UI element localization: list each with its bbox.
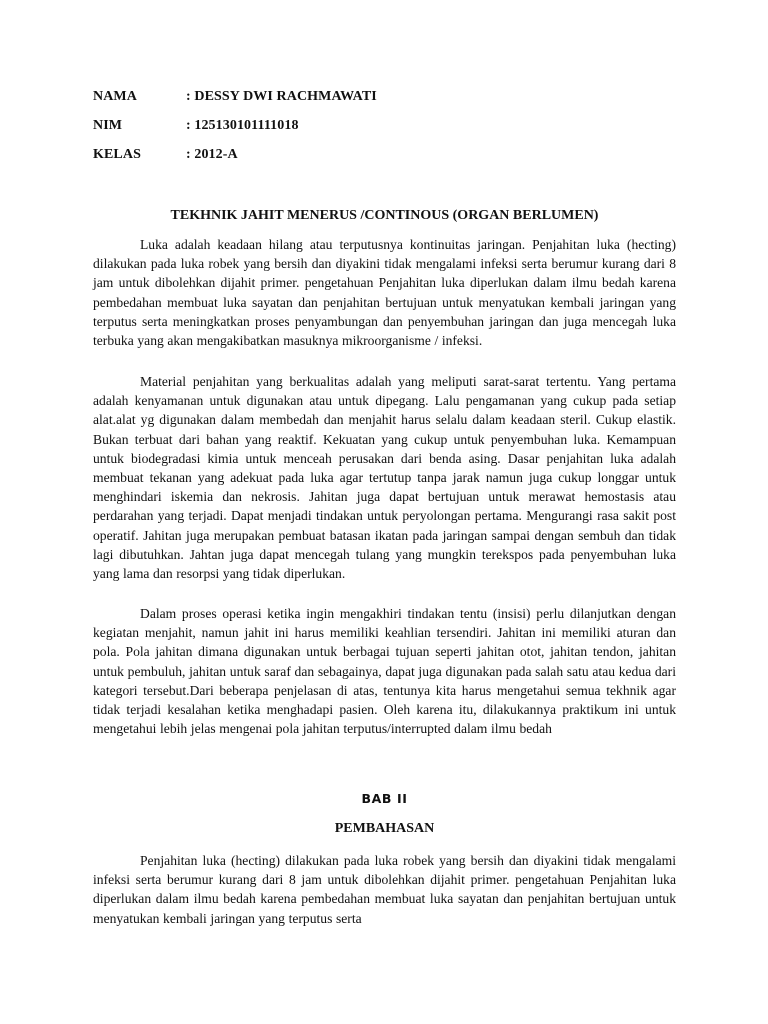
kelas-row [93, 146, 238, 164]
kelas-value: : 2012-A [186, 147, 238, 162]
paragraph-3: Dalam proses operasi ketika ingin mengakhiri tindakan tentu (insisi) perlu dilanjutkan dengan kegiatan menjahit, namun jahit ini harus memiliki keahlian tersendiri. Jahitan ini memiliki aturan dan pola. Pola jahitan dimana digunakan untuk berbagai tujuan seperti jahitan otot, jahitan tendon, jahitan untuk pembuluh, jahitan untuk saraf dan sebagainya, dapat juga digunakan pada salah satu atau kedua dari kategori tersebut.Dari beberapa penjelasan di atas, tentunya kita harus mengetahui semua tekhnik agar tidak terjadi kesalahan ketika menghadapi pasien. Oleh karena itu, dilakukannya praktikum ini untuk mengetahui lebih jelas mengenai pola jahitan terputus/interrupted dalam ilmu bedah [93, 606, 676, 737]
nim-value: : 125130101111018 [186, 118, 299, 133]
nama-label: NAMA [93, 89, 137, 104]
chapter-title: PEMBAHASAN [334, 821, 435, 836]
paragraph-1: Luka adalah keadaan hilang atau terputusnya kontinuitas jaringan. Penjahitan luka (hecting) dilakukan pada luka robek yang bersih dan diyakini tidak mengalami infeksi serta berumur kurang dari 8 jam untuk dibolehkan dijahit primer. pengetahuan Penjahitan luka diperlukan dalam ilmu bedah karena pembedahan membuat luka sayatan dan penjahitan bertujuan untuk menyatukan kembali jaringan yang terputus serta meningkatkan proses penyambungan dan penyembuhan jaringan dan juga mencegah luka terbuka yang akan mengakibatkan masuknya mikroorganisme / infeksi. [93, 237, 676, 349]
section-title: TEKHNIK JAHIT MENERUS /CONTINOUS (ORGAN BERLUMEN) [170, 208, 599, 223]
paragraph-2: Material penjahitan yang berkualitas adalah yang meliputi sarat-sarat tertentu. Yang pertama adalah kenyamanan untuk digunakan atau untuk dipegang. Lalu pengamanan yang cukup pada setiap alat.alat yg digunakan dalam membedah dan menjahit harus selalu dalam keadaan steril. Cukup elastik. Bukan terbuat dari bahan yang reaktif. Kekuatan yang cukup untuk penyembuhan luka. Kemampuan untuk biodegradasi kimia untuk menceah perusakan dari benda asing. Dasar penjahitan luka adalah membuat tekanan yang adekuat pada luka agar tertutup tanpa jarak namun juga cukup longgar untuk menghindari iskemia dan nekrosis. Jahitan juga dapat bertujuan untuk merawat hemostasis atau perdarahan yang terjadi. Dapat menjadi tindakan untuk peryolongan pertama. Mengurangi rasa sakit post operatif. Jahitan juga merupakan pembuat batasan ikatan pada jaringan sampai dengan sembuh dan tidak lagi dibutuhkan. Jahtan juga dapat mencegah tulang yang mungkin terekspos pada penyembuhan luka yang lama dan resorpsi yang tidak diperlukan. [93, 374, 676, 582]
nama-row [93, 88, 377, 106]
nim-label: NIM [93, 118, 123, 133]
kelas-label: KELAS [93, 147, 141, 162]
nama-value: : DESSY DWI RACHMAWATI [186, 89, 377, 104]
nim-row [93, 117, 299, 135]
chapter-heading: BAB II [361, 791, 408, 806]
paragraph-4: Penjahitan luka (hecting) dilakukan pada luka robek yang bersih dan diyakini tidak mengalami infeksi serta berumur kurang dari 8 jam untuk dibolehkan dijahit primer. pengetahuan Penjahitan luka diperlukan dalam ilmu bedah karena pembedahan membuat luka sayatan dan penjahitan bertujuan untuk menyatukan kembali jaringan yang terputus serta [93, 853, 676, 926]
